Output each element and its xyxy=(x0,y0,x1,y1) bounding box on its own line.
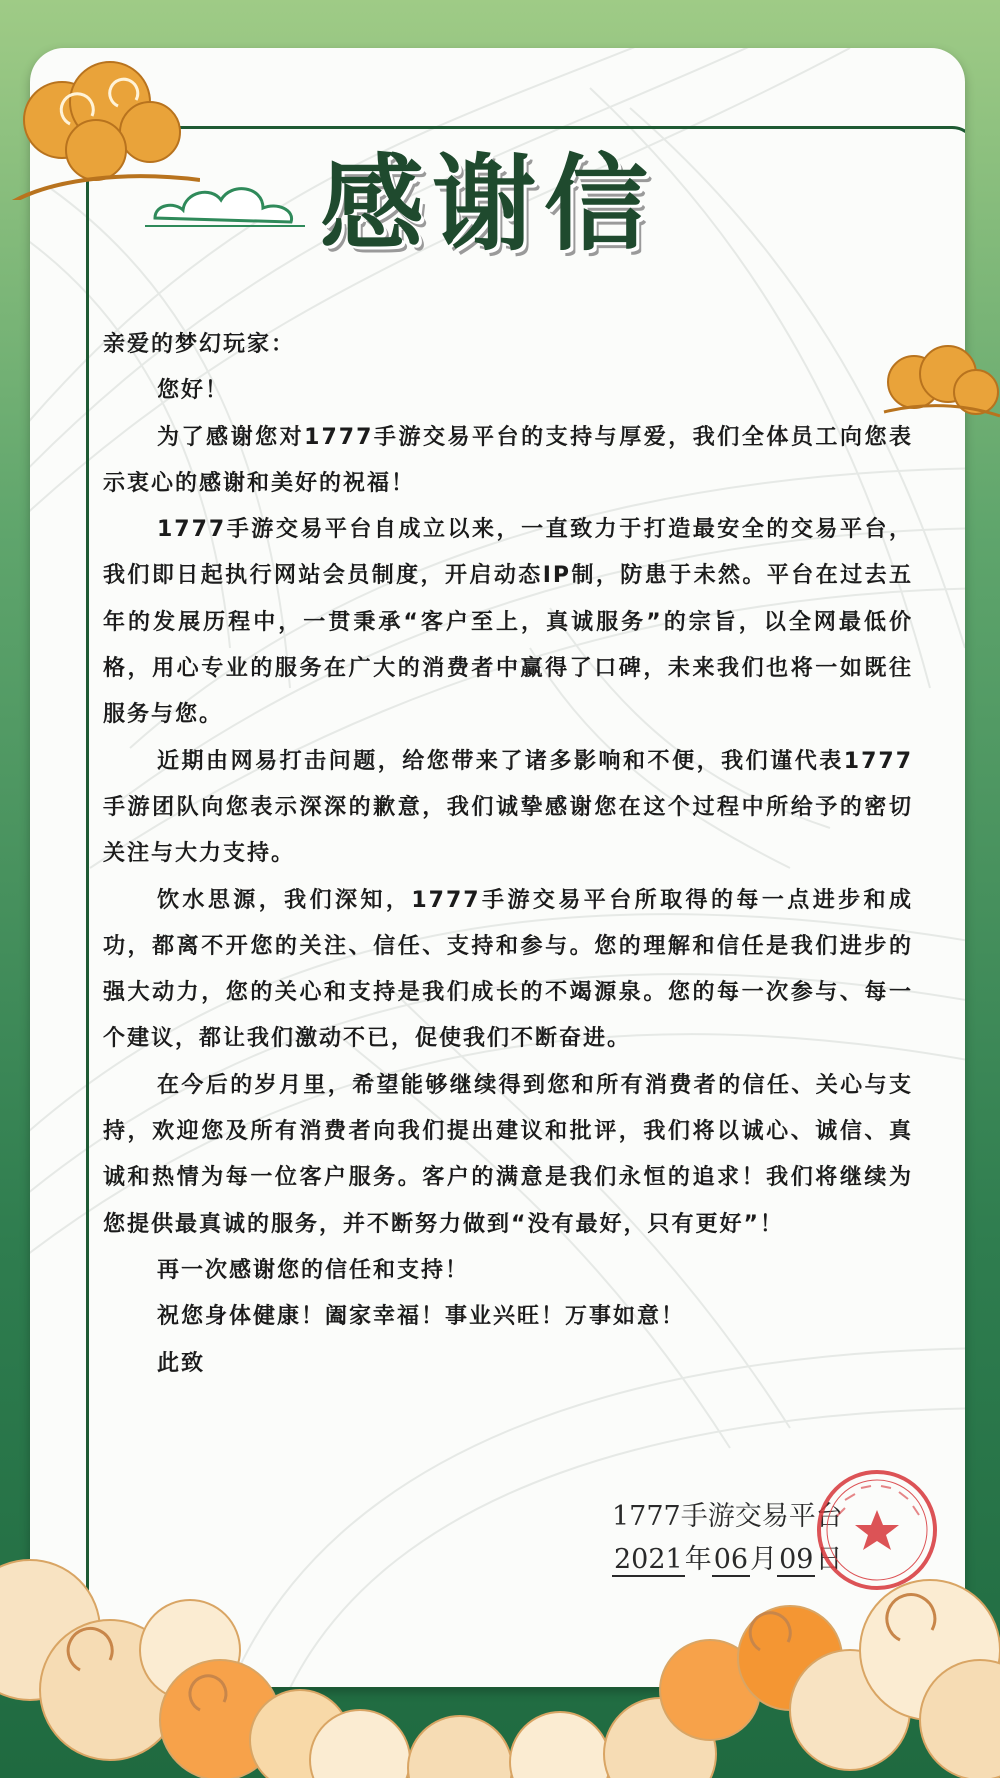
paragraph: 在今后的岁月里，希望能够继续得到您和所有消费者的信任、关心与支持，欢迎您及所有消费者向我们提出建议和批评，我们将以诚心、诚信、真诚和热情为每一位客户服务。客户的满意是我们永恒的追求！我们将继续为您提供最真诚的服务，并不断努力做到“没有最好，只有更好”！ xyxy=(103,1072,913,1237)
date-day-unit: 日 xyxy=(815,1544,843,1575)
salutation: 亲爱的梦幻玩家： xyxy=(103,332,296,357)
cloud-outline-icon xyxy=(145,172,305,234)
date-day: 09 xyxy=(779,1544,814,1575)
greeting: 您好！ xyxy=(157,378,230,404)
decorative-clouds xyxy=(0,1540,1000,1778)
paragraph: 为了感谢您对1777手游交易平台的支持与厚爱，我们全体员工向您表示衷心的感谢和美好的祝福！ xyxy=(103,424,913,496)
signature-organization: 1777手游交易平台 xyxy=(612,1501,843,1532)
page-title: 感谢信 xyxy=(320,142,657,265)
paragraph: 1777手游交易平台自成立以来，一直致力于打造最安全的交易平台，我们即日起执行网站会员制度，开启动态IP制，防患于未然。平台在过去五年的发展历程中，一贯秉承“客户至上，真诚服务”的宗旨，以全网最低价格，用心专业的服务在广大的消费者中赢得了口碑，未来我们也将一如既往服务与您。 xyxy=(103,517,913,728)
paragraph: 饮水思源，我们深知，1777手游交易平台所取得的每一点进步和成功，都离不开您的关注、信任、支持和参与。您的理解和信任是我们进步的强大动力，您的关心和支持是我们成长的不竭源泉。您的每一次参与、每一个建议，都让我们激动不已，促使我们不断奋进。 xyxy=(103,887,913,1052)
paragraph: 再一次感谢您的信任和支持！ xyxy=(157,1257,470,1283)
paragraph: 祝您身体健康！阖家幸福！事业兴旺！万事如意！ xyxy=(157,1304,686,1330)
date-year: 2021 xyxy=(614,1544,683,1575)
paragraph: 近期由网易打击问题，给您带来了诸多影响和不便，我们谨代表1777手游团队向您表示深深的歉意，我们诚挚感谢您在这个过程中所给予的密切关注与大力支持。 xyxy=(103,748,913,867)
closing: 此致 xyxy=(157,1350,206,1376)
date-month: 06 xyxy=(713,1544,749,1575)
date-month-unit: 月 xyxy=(750,1544,778,1575)
letter-body xyxy=(103,322,913,1387)
date-year-unit: 年 xyxy=(684,1544,712,1575)
